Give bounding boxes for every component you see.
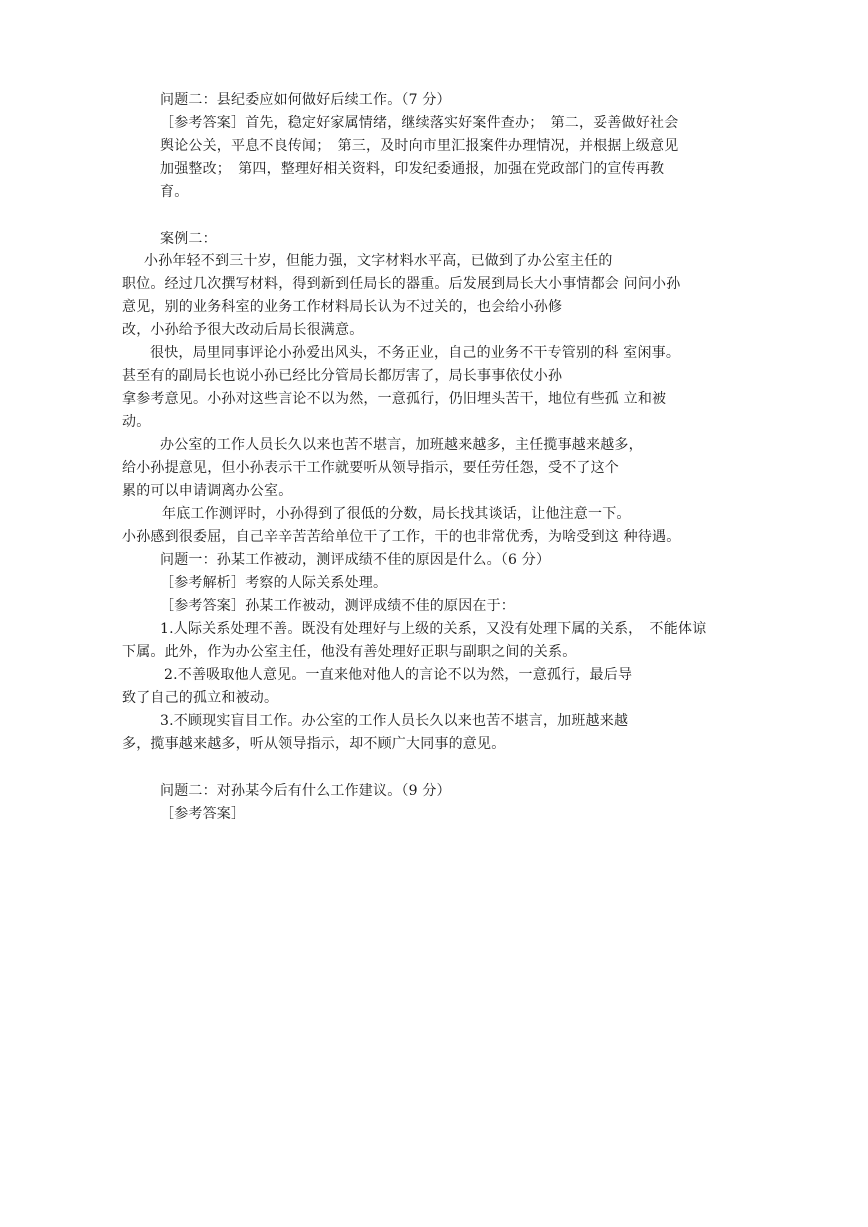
answer-line: 育。 bbox=[160, 184, 189, 200]
answer-line: ［参考答案］孙某工作被动，测评成绩不佳的原因在于： bbox=[160, 598, 515, 614]
case-paragraph-line: 小孙年轻不到三十岁，但能力强，文字材料水平高，已做到了办公室主任的 bbox=[144, 253, 613, 269]
question-two-heading: 问题二：县纪委应如何做好后续工作。（7 分） bbox=[160, 92, 451, 108]
answer-point-line: 1.人际关系处理不善。既没有处理好与上级的关系，又没有处理下属的关系， 不能体谅 bbox=[160, 621, 707, 637]
answer-point-line: 多，揽事越来越多，听从领导指示，却不顾广大同事的意见。 bbox=[122, 736, 506, 752]
answer-line: ［参考答案］首先，稳定好家属情绪，继续落实好案件查办； 第二，妥善做好社会 bbox=[160, 115, 679, 131]
question-two-heading: 问题二：对孙某今后有什么工作建议。（9 分） bbox=[160, 783, 451, 799]
case-two-heading: 案例二： bbox=[160, 231, 217, 247]
case-paragraph-line: 累的可以申请调离办公室。 bbox=[122, 483, 293, 499]
case-paragraph-line: 改，小孙给予很大改动后局长很满意。 bbox=[122, 322, 364, 338]
case-paragraph-line: 办公室的工作人员长久以来也苦不堪言，加班越来越多，主任揽事越来越多， bbox=[160, 437, 643, 453]
question-one-heading: 问题一：孙某工作被动，测评成绩不佳的原因是什么。（6 分） bbox=[160, 552, 551, 568]
answer-point-line: 3.不顾现实盲目工作。办公室的工作人员长久以来也苦不堪言，加班越来越 bbox=[160, 713, 629, 729]
case-paragraph-line: 很快，局里同事评论小孙爱出风头，不务正业，自己的业务不干专管别的科 室闲事。 bbox=[150, 345, 681, 361]
answer-line: 加强整改； 第四，整理好相关资料，印发纪委通报，加强在党政部门的宣传再教 bbox=[160, 161, 665, 177]
case-paragraph-line: 职位。经过几次撰写材料，得到新到任局长的器重。后发展到局长大小事情都会 问问小孙 bbox=[122, 276, 681, 292]
answer-point-line: 下属。此外，作为办公室主任，他没有善处理好正职与副职之间的关系。 bbox=[122, 644, 577, 660]
case-paragraph-line: 小孙感到很委屈，自己辛辛苦苦给单位干了工作，干的也非常优秀，为啥受到这 种待遇。 bbox=[122, 529, 681, 545]
case-paragraph-line: 年底工作测评时，小孙得到了很低的分数，局长找其谈话，让他注意一下。 bbox=[162, 506, 631, 522]
case-paragraph-line: 给小孙提意见，但小孙表示干工作就要听从领导指示，要任劳任怨，受不了这个 bbox=[122, 460, 619, 476]
answer-line: 舆论公关，平息不良传闻； 第三，及时向市里汇报案件办理情况，并根据上级意见 bbox=[160, 138, 679, 154]
answer-point-line: 2.不善吸取他人意见。一直来他对他人的言论不以为然，一意孤行，最后导 bbox=[164, 667, 633, 683]
case-paragraph-line: 拿参考意见。小孙对这些言论不以为然，一意孤行，仍旧埋头苦干，地位有些孤 立和被 bbox=[122, 391, 667, 407]
case-paragraph-line: 甚至有的副局长也说小孙已经比分管局长都厉害了，局长事事依仗小孙 bbox=[122, 368, 563, 384]
case-paragraph-line: 动。 bbox=[122, 414, 151, 430]
analysis-line: ［参考解析］考察的人际关系处理。 bbox=[160, 575, 388, 591]
answer-label: ［参考答案］ bbox=[160, 806, 246, 822]
case-paragraph-line: 意见，别的业务科室的业务工作材料局长认为不过关的，也会给小孙修 bbox=[122, 299, 563, 315]
answer-point-line: 致了自己的孤立和被动。 bbox=[122, 690, 279, 706]
